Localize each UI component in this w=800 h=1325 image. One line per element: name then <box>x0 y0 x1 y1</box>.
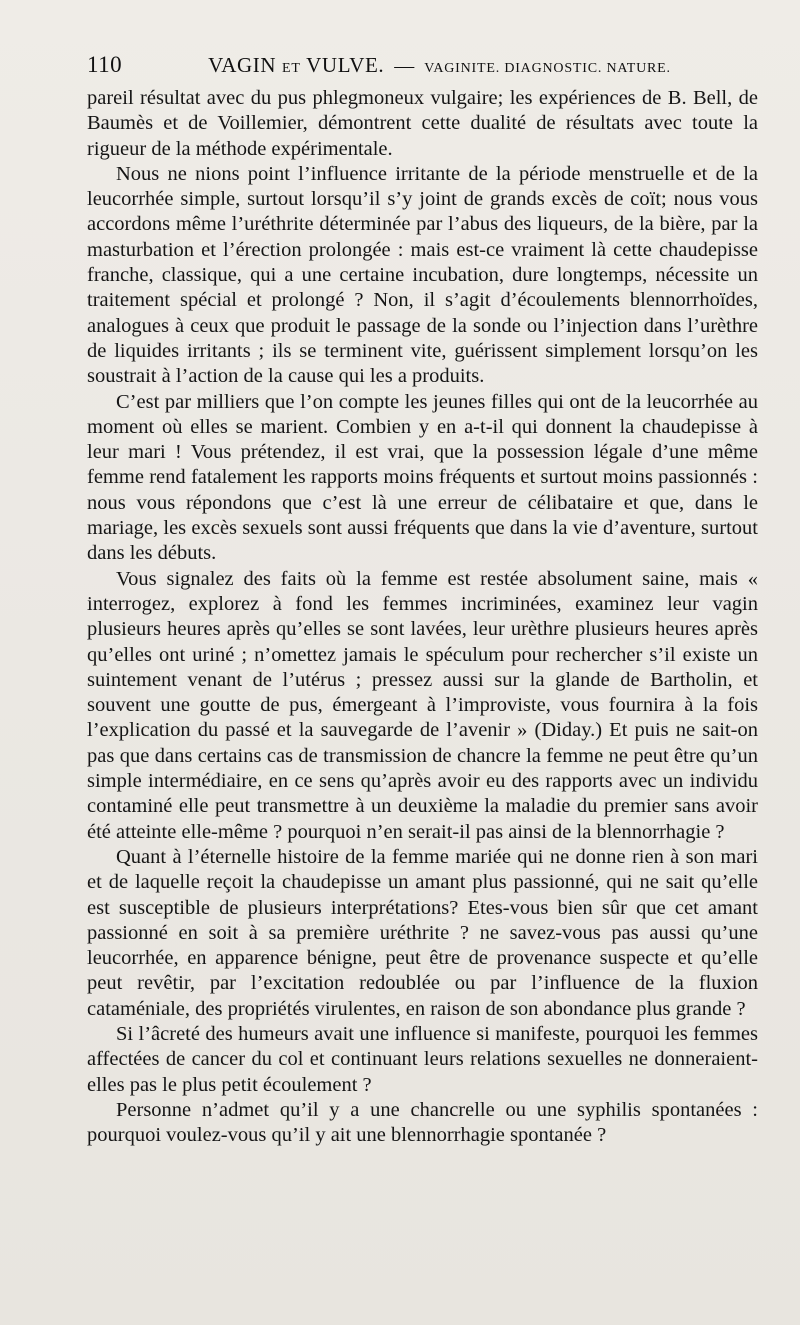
running-title-word-1: VAGIN <box>208 53 277 77</box>
paragraph: Nous ne nions point l’influence irritante de la période menstruelle et de la leucorrhée simple, surtout lorsqu’il s’y joint de grands excès de coït; nous vous accordons même l’uréthrite déterminée par l’abus des liqueurs, de la bière, par la masturbation et l’érection prolongée : mais est-ce vraiment là cette chaudepisse franche, classique, qui a une certaine incubation, dure longtemps, nécessite un traitement spécial et prolongé ? Non, il s’agit d’écoulements blennorrhoïdes, analogues à ceux que produit le passage de la sonde ou l’injection dans l’urèthre de liquides irritants ; ils se terminent vite, guérissent simplement lorsqu’on les soustrait à l’action de la cause qui les a produits. <box>87 162 758 388</box>
running-title-word-2: ET <box>281 61 301 76</box>
running-title-word-3: VULVE. <box>306 53 385 77</box>
running-head <box>87 52 756 82</box>
paragraph: C’est par milliers que l’on compte les jeunes filles qui ont de la leucorrhée au moment où elles se marient. Combien y en a-t-il qui donnent la chaudepisse à leur mari ! Vous prétendez, il est vrai, que la possession légale d’une même femme rend fatalement les rapports moins fréquents et surtout moins passionnés : nous vous répondons que c’est là une erreur de célibataire et que, dans le mariage, les excès sexuels sont aussi fréquents que dans la vie d’aventure, surtout dans les débuts. <box>87 390 758 565</box>
paragraph: Quant à l’éternelle histoire de la femme mariée qui ne donne rien à son mari et de laquelle reçoit la chaudepisse un amant plus passionné, qui ne sait qu’elle est susceptible de plusieurs interprétations? Etes-vous bien sûr que cet amant passionné en soit à sa première uréthrite ? ne savez-vous pas aussi qu’une leucorrhée, en apparence bénigne, peut être de provenance suspecte et qu’elle peut revêtir, par l’excitation redoublée ou par l’influence de la fluxion cataméniale, des propriétés virulentes, en raison de son abondance plus grande ? <box>87 845 758 1020</box>
paragraph: pareil résultat avec du pus phlegmoneux vulgaire; les expériences de B. Bell, de Baumès et de Voillemier, démontrent cette dualité de résultats avec toute la rigueur de la méthode expérimentale. <box>87 87 758 160</box>
running-head-dash: — <box>394 55 415 77</box>
paragraph: Si l’âcreté des humeurs avait une influence si manifeste, pourquoi les femmes affectées de cancer du col et continuant leurs relations sexuelles ne donneraient-elles pas le plus petit écoulement ? <box>87 1022 758 1096</box>
running-title <box>208 53 384 78</box>
body-text <box>87 86 758 1148</box>
paragraph: Personne n’admet qu’il y a une chancrelle ou une syphilis spontanées : pourquoi voulez-vous qu’il y ait une blennorrhagie spontanée ? <box>87 1098 758 1147</box>
paragraph: Vous signalez des faits où la femme est restée absolument saine, mais « interrogez, explorez à fond les femmes incriminées, examinez leur vagin plusieurs heures après qu’elles se sont lavées, leur urèthre plusieurs heures après qu’elles ont uriné ; n’omettez jamais le spéculum pour rechercher s’il existe un suintement venant de l’utérus ; pressez aussi sur la glande de Bartholin, et souvent une goutte de pus, émergeant à l’improviste, vous fournira à la fois l’explication du passé et la sauvegarde de l’avenir » (Diday.) Et puis ne sait-on pas que dans certains cas de transmission de chancre la femme ne peut être qu’un simple intermédiaire, en ce sens qu’après avoir eu des rapports avec un individu contaminé elle peut transmettre à un deuxième la maladie du premier sans avoir été atteinte elle-même ? pourquoi n’en serait-il pas ainsi de la blennorrhagie ? <box>87 567 758 843</box>
page-number: 110 <box>87 52 123 77</box>
running-subtitle: VAGINITE. DIAGNOSTIC. NATURE. <box>424 61 671 76</box>
